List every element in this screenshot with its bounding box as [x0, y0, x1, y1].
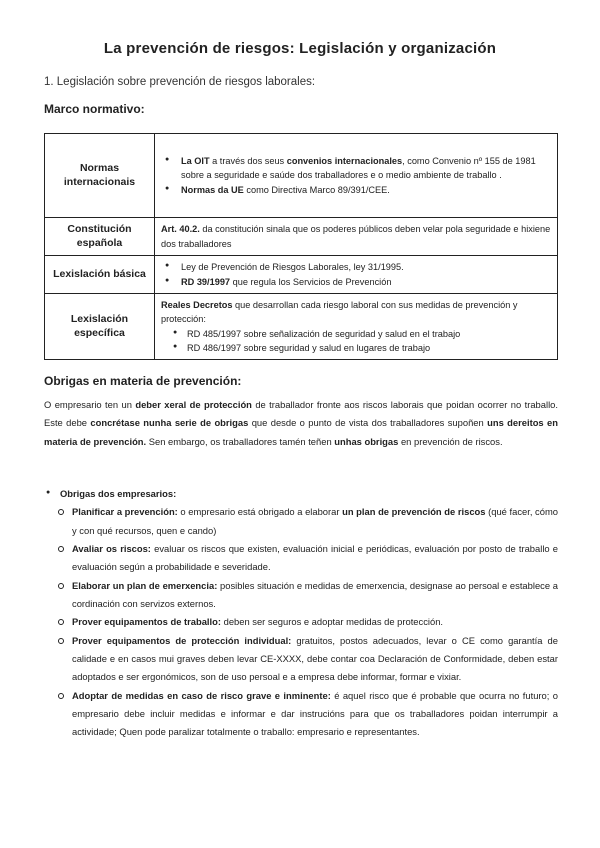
list-item: Avaliar os riscos: evaluar os riscos que existen, evaluación inicial e periódicas, evaluación por posto de traballo e evaluación según a probabilidade e severidade.: [72, 540, 558, 577]
obrigas-empresarios-list: [44, 485, 558, 742]
row-header: Constitución española: [45, 218, 155, 256]
table-row: [45, 218, 558, 256]
page-title: La prevención de riesgos: Legislación y organización: [103, 40, 497, 57]
row-header: Lexislación específica: [45, 294, 155, 360]
list-item: ● RD 485/1997 sobre señalización de seguridad y salud en el trabajo: [181, 327, 551, 341]
legislation-table: [44, 133, 558, 360]
table-row: [45, 256, 558, 294]
row-content: [155, 134, 558, 218]
list-item: ● RD 39/1997 que regula los Servicios de Prevención: [175, 275, 551, 289]
row-content: Art. 40.2. da constitución sinala que os poderes públicos deben velar pola seguridade e hixiene dos traballadores: [155, 218, 558, 256]
obrigas-paragraph: O empresario ten un deber xeral de protección de traballador fronte aos riscos laborais que poidan ocorrer no traballo. Este debe concrétase nunha serie de obrigas que desde o punto de vista dos traballadores supoñen uns dereitos en materia de prevención. Sen embargo, os traballadores tamén teñen unhas obrigas en prevención de riscos.: [44, 399, 558, 447]
list-item: ● Normas da UE como Directiva Marco 89/391/CEE.: [175, 183, 551, 197]
list-item: Planificar a prevención: o empresario está obrigado a elaborar un plan de prevención de riscos (qué facer, cómo y con qué recursos, quen e cando): [72, 503, 558, 540]
list-item: Prover equipamentos de traballo: deben ser seguros e adoptar medidas de protección.: [72, 613, 558, 631]
list-item: Prover equipamentos de protección individual: gratuitos, postos adecuados, levar o CE como garantía de calidade e en casos mui graves deben levar CE-XXXX, debe contar coa Declaración de Conformidade, deben estar adoptados e ser ergonómicos, son de uso persoal e a empresa debe informar, formar e vixiar.: [72, 632, 558, 687]
marco-normativo-heading: Marco normativo:: [44, 102, 145, 116]
list-item-obrigas-empresarios: ● Obrigas dos empresarios:: [44, 485, 558, 503]
obrigas-heading: Obrigas en materia de prevención:: [44, 374, 242, 388]
list-item: ● Ley de Prevención de Riesgos Laborales, ley 31/1995.: [175, 260, 551, 274]
list-item: Elaborar un plan de emerxencia: posibles situación e medidas de emerxencia, designase ao persoal e establece a cordinación con servizos externos.: [72, 577, 558, 614]
table-row: [45, 294, 558, 360]
list-item: ● RD 486/1997 sobre seguridad y salud en lugares de trabajo: [181, 341, 551, 355]
row-content: [155, 256, 558, 294]
row-content: Reales Decretos que desarrollan cada riesgo laboral con sus medidas de prevención y protección: ● RD 485/1997 sobre señalización de seguridad y salud en el trabajo ● RD 486/1997 sobre seguridad y salud en lugares de trabajo: [155, 294, 558, 360]
row-header: Normas internacionais: [45, 134, 155, 218]
list-item: Adoptar de medidas en caso de risco grave e inminente: é aquel risco que é probable que ocurra no futuro; o empresario debe incluir medidas e informar e dar instrucións para que os traballadores poidan interrumpir a actividade; Quen pode paralizar totalmente o traballo: empresario e representantes.: [72, 687, 558, 742]
row-header: Lexislación básica: [45, 256, 155, 294]
table-row: [45, 134, 558, 218]
section-heading-legislacion: 1. Legislación sobre prevención de riesgos laborales:: [44, 76, 316, 88]
list-item: ● La OIT a través dos seus convenios internacionales, como Convenio nº 155 de 1981 sobre a seguridade e saúde dos traballadores e o medio ambiente de traballo .: [175, 154, 551, 183]
